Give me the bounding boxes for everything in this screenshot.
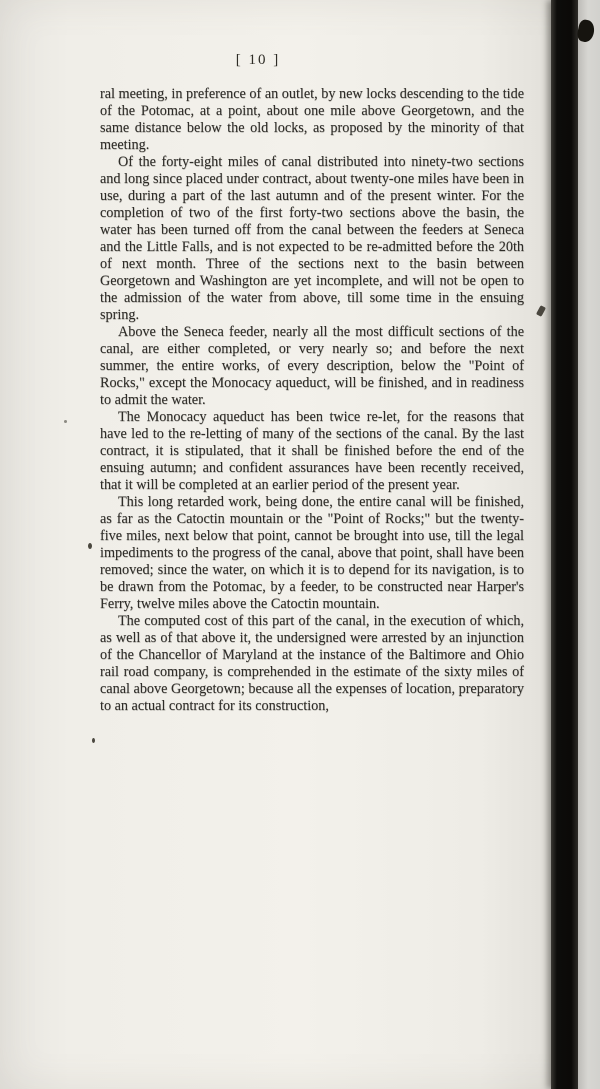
page-number: [ 10 ] bbox=[235, 52, 281, 68]
paragraph-catoctin-mountain: This long retarded work, being done, the entire canal will be finished, as far as the Catoctin mountain or the "Point of Rocks;" but the twenty-five miles, next below that point, cannot be brought into use, till the legal impediments to the progress of the canal, above that point, shall have been removed; since the water, on which it is to depend for its navigation, is to be drawn from the Potomac, by a feeder, to be constructed near Harper's Ferry, twelve miles above the Catoctin mountain. bbox=[100, 494, 524, 612]
scan-artifact bbox=[536, 305, 546, 317]
scan-artifact bbox=[88, 543, 92, 549]
text-block bbox=[100, 86, 524, 715]
paragraph-computed-cost: The computed cost of this part of the canal, in the execution of which, as well as of that above it, the undersigned were arrested by an injunction of the Chancellor of Maryland at the instance of the Baltimore and Ohio rail road company, is comprehended in the estimate of the sixty miles of canal above Georgetown; because all the expenses of location, preparatory to an actual contract for its construction, bbox=[100, 613, 524, 714]
paragraph-monocacy-aqueduct: The Monocacy aqueduct has been twice re-let, for the reasons that have led to the re-letting of many of the sections of the canal. By the last contract, it is stipulated, that it shall be finished before the end of the ensuing autumn; and confident assurances have been recently received, that it will be completed at an earlier period of the present year. bbox=[100, 409, 524, 493]
book-spine-shadow bbox=[551, 0, 578, 1089]
scan-artifact bbox=[64, 420, 67, 423]
paragraph-continuation: ral meeting, in preference of an outlet, by new locks descending to the tide of the Potomac, at a point, about one mile above Georgetown, and the same distance below the old locks, as proposed by the minority of that meeting. bbox=[100, 86, 524, 153]
paragraph-seneca-feeder: Above the Seneca feeder, nearly all the most difficult sections of the canal, are either completed, or very nearly so; and before the next summer, the entire works, of every description, below the "Point of Rocks," except the Monocacy aqueduct, will be finished, and in readiness to admit the water. bbox=[100, 324, 524, 408]
paragraph-sections-under-contract: Of the forty-eight miles of canal distributed into ninety-two sections and long since placed under contract, about twenty-one miles have been in use, during a part of the last autumn and of the present winter. For the completion of two of the first forty-two sections above the basin, the water has been turned off from the canal between the feeders at Seneca and the Little Falls, and is not expected to be re-admitted before the 20th of next month. Three of the sections next to the basin between Georgetown and Washington are yet incomplete, and will not be open to the admission of the water from above, till some time in the ensuing spring. bbox=[100, 154, 524, 323]
scan-artifact bbox=[92, 738, 95, 743]
page-right-edge bbox=[578, 0, 600, 1089]
